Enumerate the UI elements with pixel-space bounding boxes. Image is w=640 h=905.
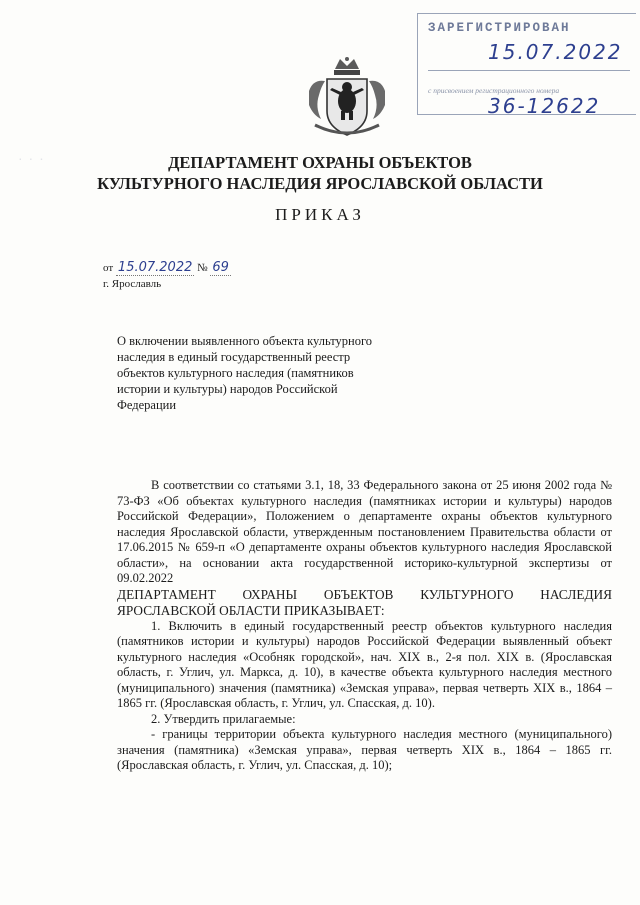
bleed-through-text: · · · — [18, 150, 45, 166]
order-item-2-sub: - границы территории объекта культурного наследия местного (муниципального) значения (памятника) «Земская управа», первая четверть XIX в., 1864 – 1865 гг. (Ярославская область, г. Углич, ул. Спасская, д. 10); — [117, 727, 612, 772]
stamp-caption: с присвоением регистрационного номера — [428, 86, 560, 95]
document-type: ПРИКАЗ — [275, 205, 365, 224]
registration-stamp — [417, 13, 636, 118]
order-item-2: 2. Утвердить прилагаемые: — [151, 711, 296, 726]
order-date: 15.07.2022 — [117, 260, 193, 275]
department-header — [60, 152, 580, 194]
department-line-1: ДЕПАРТАМЕНТ ОХРАНЫ ОБЪЕКТОВ — [168, 153, 472, 172]
date-from-label: от — [103, 262, 114, 274]
order-number: 69 — [212, 260, 229, 275]
order-item-1: 1. Включить в единый государственный реестр объектов культурного наследия (памятников истории и культуры) народов Российской Федерации выявленный объект культурного наследия «Особняк городской», нач. XIX в., 2-я пол. XIX в. (Ярославская область, г. Углич, ул. Маркса, д. 10), в качестве объекта культурного наследия местного (муниципального) значения (памятника) «Земская управа», первая четверть XIX в., 1864 – 1865 гг. (Ярославская область, г. Углич, ул. Спасская, д. 10). — [117, 618, 612, 710]
coat-of-arms-icon — [307, 55, 387, 145]
stamp-number: 36-12622 — [488, 94, 601, 118]
order-subject: О включении выявленного объекта культурного наследия в единый государственный реестр объектов культурного наследия (памятников истории и культуры) народов Российской Федерации — [117, 334, 373, 412]
preamble-paragraph: В соответствии со статьями 3.1, 18, 33 Федерального закона от 25 июня 2002 года № 73-ФЗ «Об объектах культурного наследия (памятниках истории и культуры) народов Российской Федерации», Положением о департаменте охраны объектов культурного наследия Ярославской области, утвержденным постановлением Правительства области от 17.06.2015 № 659-п «О департаменте охраны объектов культурного наследия Ярославской области», на основании акта государственной историко-культурной экспертизы от 09.02.2022 — [117, 478, 612, 585]
order-body — [117, 478, 612, 774]
stamp-title: ЗАРЕГИСТРИРОВАН — [428, 21, 571, 35]
orders-line: ДЕПАРТАМЕНТ ОХРАНЫ ОБЪЕКТОВ КУЛЬТУРНОГО НАСЛЕДИЯ ЯРОСЛАВСКОЙ ОБЛАСТИ ПРИКАЗЫВАЕТ: — [117, 586, 612, 618]
city: г. Ярославль — [103, 278, 162, 290]
stamp-divider — [428, 70, 630, 71]
number-label: № — [197, 262, 208, 274]
department-line-2: КУЛЬТУРНОГО НАСЛЕДИЯ ЯРОСЛАВСКОЙ ОБЛАСТИ — [97, 174, 543, 193]
date-number-line — [103, 260, 231, 275]
stamp-date: 15.07.2022 — [488, 40, 623, 64]
